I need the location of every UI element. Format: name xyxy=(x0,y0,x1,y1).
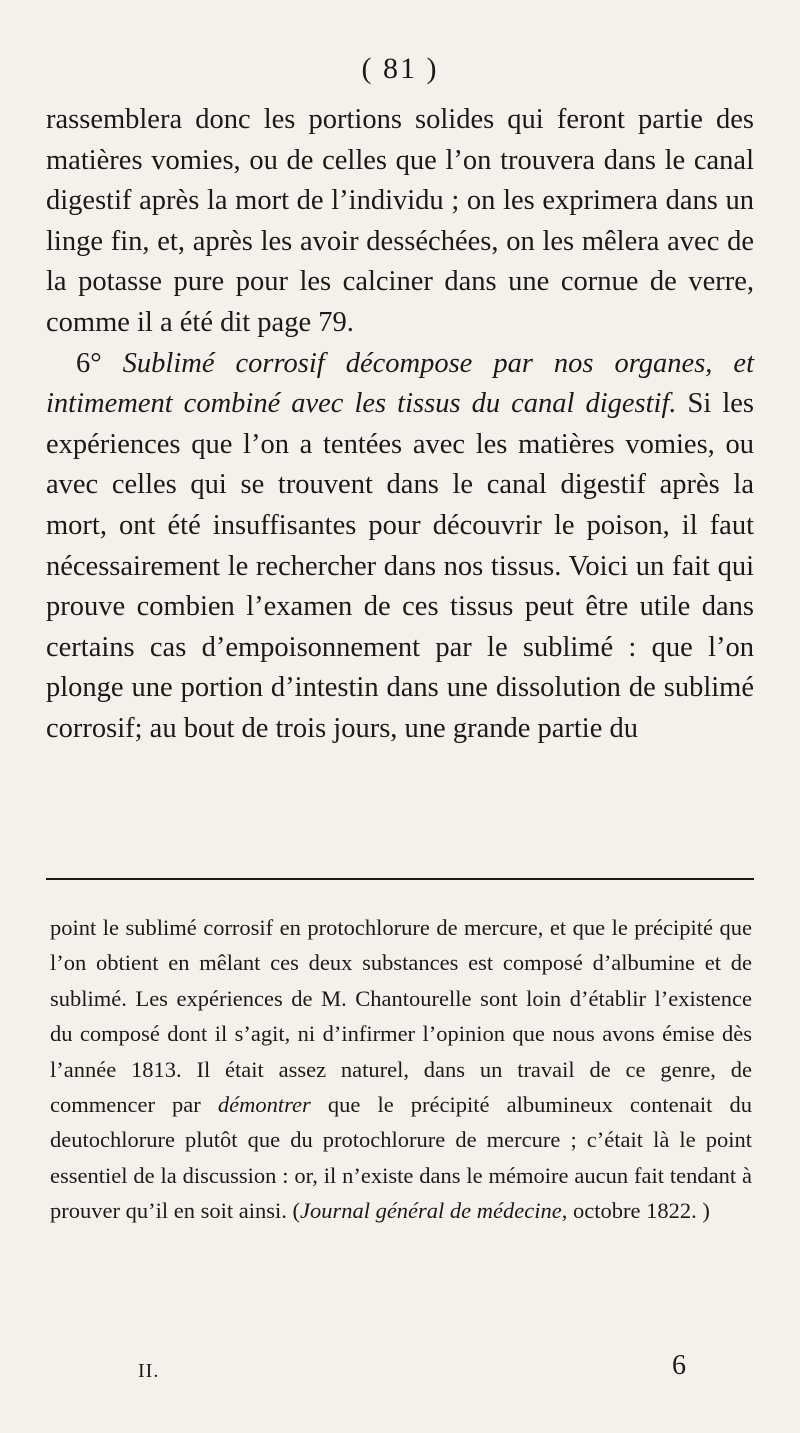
paragraph-2 xyxy=(46,344,754,750)
section-heading: Sublimé corrosif décompose par nos organes, et intimement combiné avec les tissus du canal digestif. xyxy=(46,347,754,420)
footnote xyxy=(50,910,752,1229)
page-number: ( 81 ) xyxy=(361,52,439,85)
footnote-text-1: point le sublimé corrosif en protochlorure de mercure, et que le précipité que l’on obtient en mêlant ces deux substances est composé d’albumine et de sublimé. Les expériences de M. Chantourelle sont loin d’établir l’existence du composé dont il s’agit, ni d’infirmer l’opinion que nous avons émise dès l’année 1813. Il était assez naturel, dans un travail de ce genre, de commencer par xyxy=(50,915,752,1118)
footnote-emphasis: démontrer xyxy=(217,1092,311,1118)
footnote-text-2: que le précipité albumineux contenait du deutochlorure plutôt que du protochlorure de mercure ; c’était là le point essentiel de la discussion : or, il n’existe dans le mémoire aucun fait tendant à prouver qu’il en soit ainsi. ( xyxy=(50,1092,752,1224)
signature-mark: II. xyxy=(138,1360,160,1382)
footnote-divider xyxy=(46,878,754,880)
main-text xyxy=(46,100,754,750)
footnote-paragraph xyxy=(50,910,752,1229)
paragraph-2-body: Si les expériences que l’on a tentées avec les matières vomies, ou avec celles qui se trouvent dans le canal digestif après la mort, ont été insuffisantes pour découvrir le poison, il faut nécessairement le rechercher dans nos tissus. Voici un fait qui prouve combien l’examen de ces tissus peut être utile dans certains cas d’empoisonnement par le sublimé : que l’on plonge une portion d’intestin dans une dissolution de sublimé corrosif; au bout de trois jours, une grande partie du xyxy=(46,388,754,744)
footnote-text-3: , octobre 1822. ) xyxy=(561,1198,710,1224)
signature-number: 6 xyxy=(672,1350,686,1381)
footnote-citation: Journal général de médecine xyxy=(299,1198,562,1224)
section-number: 6° xyxy=(76,347,123,379)
paragraph-1: rassemblera donc les portions solides qui feront partie des matières vomies, ou de celles que l’on trouvera dans le canal digestif après la mort de l’individu ; on les exprimera dans un linge fin, et, après les avoir desséchées, on les mêlera avec de la potasse pure pour les calciner dans une cornue de verre, comme il a été dit page 79. xyxy=(46,104,754,338)
